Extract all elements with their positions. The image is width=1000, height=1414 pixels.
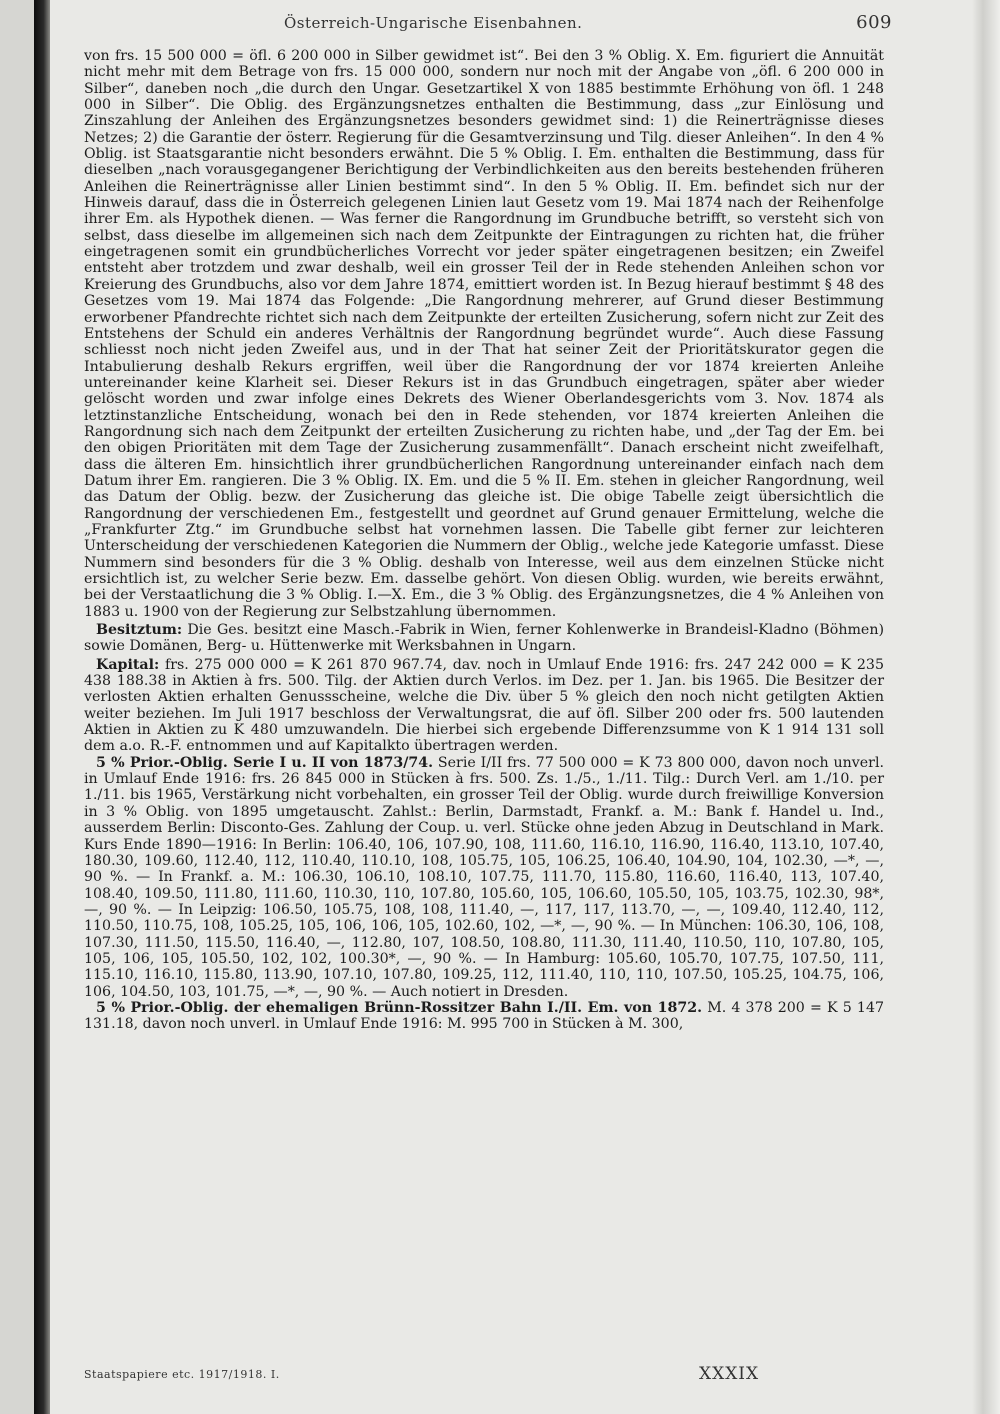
prior-oblig-bruenn-text: M. 4 378 200 = K 5 147 131.18, davon noch unverl. in Umlauf Ende 1916: M. 995 700 in Stücken à M. 300,: [84, 999, 884, 1033]
footer-publication: Staatspapiere etc. 1917/1918. I.: [84, 1368, 280, 1381]
running-title: Österreich-Ungarische Eisenbahnen.: [284, 14, 583, 32]
footer-signature-mark: XXXIX: [699, 1364, 760, 1384]
paragraph-prior-oblig-bruenn: [84, 1000, 884, 1033]
book-spine-shadow: [34, 0, 50, 1414]
kapital-text: frs. 275 000 000 = K 261 870 967.74, dav. noch in Umlauf Ende 1916: frs. 247 242 000 = K 235 438 188.38 in Aktien à frs. 500. Tilg. der Aktien durch Verlos. im Dez. per 1. Jan. bis 1965. Die Besitzer der verlosten Aktien erhalten Genussscheine, welche die Div. über 5 % gleich den noch nicht getilgten Aktien weiter beziehen. Im Juli 1917 beschloss der Verwaltungsrat, die auf öfl. Silber 200 oder frs. 500 lautenden Aktien in Aktien zu K 480 umzuwandeln. Die hierbei sich ergebende Differenzsumme von K 1 914 131 soll dem a.o. R.-F. entnommen und auf Kapitalkto übertragen werden.: [84, 656, 884, 755]
besitztum-label: Besitztum:: [96, 622, 183, 639]
besitztum-text: Die Ges. besitzt eine Masch.-Fabrik in Wien, ferner Kohlenwerke in Brandeisl-Kladno (Böhmen) sowie Domänen, Berg- u. Hüttenwerke mit Werksbahnen in Ungarn.: [84, 622, 884, 655]
paragraph-rangordnung: von frs. 15 500 000 = öfl. 6 200 000 in Silber gewidmet ist“. Bei den 3 % Oblig. X. Em. figuriert die Annuität nicht mehr mit dem Betrage von frs. 15 000 000, sondern nur noch mit der Angabe von „öfl. 6 200 000 in Silber“, daneben noch „die durch den Ungar. Gesetzartikel X von 1885 bestimmte Erhöhung von öfl. 1 248 000 in Silber“. Die Oblig. des Ergänzungsnetzes enthalten die Bestimmung, dass „zur Einlösung und Zinszahlung der Anleihen des Ergänzungsnetzes besonders gewidmet sind: 1) die Reinerträgnisse dieses Netzes; 2) die Garantie der österr. Regierung für die Gesamtverzinsung und Tilg. dieser Anleihen“. In den 4 % Oblig. ist Staatsgarantie nicht besonders erwähnt. Die 5 % Oblig. I. Em. enthalten die Bestimmung, dass für dieselben „nach vorausgegangener Berichtigung der Verbindlichkeiten aus den bereits bestehenden früheren Anleihen die Reinerträgnisse aller Linien bestimmt sind“. In den 5 % Oblig. II. Em. befindet sich nur der Hinweis darauf, dass die in Österreich gelegenen Linien laut Gesetz vom 19. Mai 1874 nach der Reihenfolge ihrer Em. als Hypothek dienen. — Was ferner die Rangordnung im Grundbuche betrifft, so versteht sich von selbst, dass dieselbe im allgemeinen sich nach dem Zeitpunkte der Eintragungen zu richten hat, die früher eingetragenen somit ein grundbücherliches Vorrecht vor jeder später eingetragenen besitzen; ein Zweifel entsteht aber trotzdem und zwar deshalb, weil ein grosser Teil der in Rede stehenden Anleihen schon vor Kreierung des Grundbuchs, also vor dem Jahre 1874, emittiert worden ist. In Bezug hierauf bestimmt § 48 des Gesetzes vom 19. Mai 1874 das Folgende: „Die Rangordnung mehrerer, auf Grund dieser Bestimmung erworbener Pfandrechte richtet sich nach dem Zeitpunkte der erteilten Zusicherung, sofern nicht zur Zeit des Entstehens der Schuld ein anderes Verhältnis der Rangordnung begründet wurde“. Auch diese Fassung schliesst noch nicht jeden Zweifel aus, und in der That hat seiner Zeit der Prioritätskurator gegen die Intabulierung deshalb Rekurs ergriffen, weil über die Rangordnung der vor 1874 kreierten Anleihe untereinander keine Klarheit sei. Dieser Rekurs ist in das Grundbuch eingetragen, später aber wieder gelöscht worden und zwar infolge eines Dekrets des Wiener Oberlandesgerichts vom 3. Nov. 1874 als letztinstanzliche Entscheidung, wonach bei den in Rede stehenden, vor 1874 kreierten Anleihen die Rangordnung sich nach dem Zeitpunkt der erteilten Zusicherung zu richten habe, und „der Tag der Em. bei den obigen Prioritäten mit dem Tage der Zusicherung zusammenfällt“. Danach erscheint nicht zweifelhaft, dass die älteren Em. hinsichtlich ihrer grundbücherlichen Rangordnung untereinander einfach nach dem Datum ihrer Em. rangieren. Die 3 % Oblig. IX. Em. und die 5 % II. Em. stehen in gleicher Rangordnung, weil das Datum der Oblig. bezw. der Zusicherung das gleiche ist. Die obige Tabelle zeigt übersichtlich die Rangordnung der verschiedenen Em., festgestellt und geordnet auf Grund genauer Ermittelung, welche die „Frankfurter Ztg.“ im Grundbuche selbst hat vornehmen lassen. Die Tabelle gibt ferner zur leichteren Unterscheidung der verschiedenen Kategorien die Nummern der Oblig., welche jede Kategorie umfasst. Diese Nummern sind besonders für die 3 % Oblig. deshalb von Interesse, weil aus dem einzelnen Stücke nicht ersichtlich ist, zu welcher Serie bezw. Em. dasselbe gehört. Von diesen Oblig. wurden, wie bereits erwähnt, bei der Verstaatlichung die 3 % Oblig. I.—X. Em., die 3 % Oblig. des Ergänzungsnetzes, die 4 % Anleihen von 1883 u. 1900 von der Regierung zur Selbstzahlung übernommen.: [84, 48, 884, 620]
kapital-label: Kapital:: [96, 656, 160, 673]
right-page-edge: [972, 0, 1000, 1414]
paragraph-besitztum: [84, 622, 884, 655]
prior-oblig-1873-text: Serie I/II frs. 77 500 000 = K 73 800 000, davon noch unverl. in Umlauf Ende 1916: frs. 26 845 000 in Stücken à frs. 500. Zs. 1./5., 1./11. Tilg.: Durch Verl. am 1./10. per 1./11. bis 1965, Verstärkung nicht vorbehalten, ein grosser Teil der Oblig. wurde durch freiwillige Konversion in 3 % Oblig. von 1895 umgetauscht. Zahlst.: Berlin, Darmstadt, Frankf. a. M.: Bank f. Handel u. Ind., ausserdem Berlin: Disconto-Ges. Zahlung der Coup. u. verl. Stücke ohne jeden Abzug in Deutschland in Mark. Kurs Ende 1890—1916: In Berlin: 106.40, 106, 107.90, 108, 111.60, 116.10, 116.90, 116.40, 113.10, 107.40, 180.30, 109.60, 112.40, 112, 110.40, 110.10, 108, 105.75, 105, 106.25, 106.40, 104.90, 104, 102.30, —*, —, 90 %. — In Frankf. a. M.: 106.30, 106.10, 108.10, 107.75, 111.70, 115.80, 116.60, 116.40, 113, 107.40, 108.40, 109.50, 111.80, 111.60, 110.30, 110, 107.80, 105.60, 105, 106.60, 105.50, 105, 103.75, 102.30, 98*, —, 90 %. — In Leipzig: 106.50, 105.75, 108, 108, 111.40, —, 117, 117, 113.70, —, —, 109.40, 112.40, 112, 110.50, 110.75, 108, 105.25, 105, 106, 106, 105, 102.60, 102, —*, —, 90 %. — In München: 106.30, 106, 108, 107.30, 111.50, 115.50, 116.40, —, 112.80, 107, 108.50, 108.80, 111.30, 111.40, 110.50, 110, 107.80, 105, 105, 106, 105, 105.50, 102, 102, 100.30*, —, 90 %. — In Hamburg: 105.60, 105.70, 107.75, 107.50, 111, 115.10, 116.10, 115.80, 113.90, 107.10, 107.80, 109.25, 112, 111.40, 110, 110, 107.50, 105.25, 104.75, 106, 106, 104.50, 103, 101.75, —*, —, 90 %. — Auch notiert in Dresden.: [84, 754, 884, 1000]
prior-oblig-1873-label: 5 % Prior.-Oblig. Serie I u. II von 1873/74.: [96, 754, 434, 771]
paragraph-kapital: [84, 657, 884, 755]
page-number: 609: [856, 12, 892, 33]
adjacent-page-margin: [0, 0, 34, 1414]
paragraph-prior-oblig-1873: [84, 755, 884, 1000]
prior-oblig-bruenn-label: 5 % Prior.-Oblig. der ehemaligen Brünn-Rossitzer Bahn I./II. Em. von 1872.: [96, 999, 703, 1016]
page-content: [84, 8, 892, 1033]
body-text: [84, 48, 884, 1033]
page-footer: [84, 1364, 884, 1388]
running-header: [84, 8, 892, 48]
